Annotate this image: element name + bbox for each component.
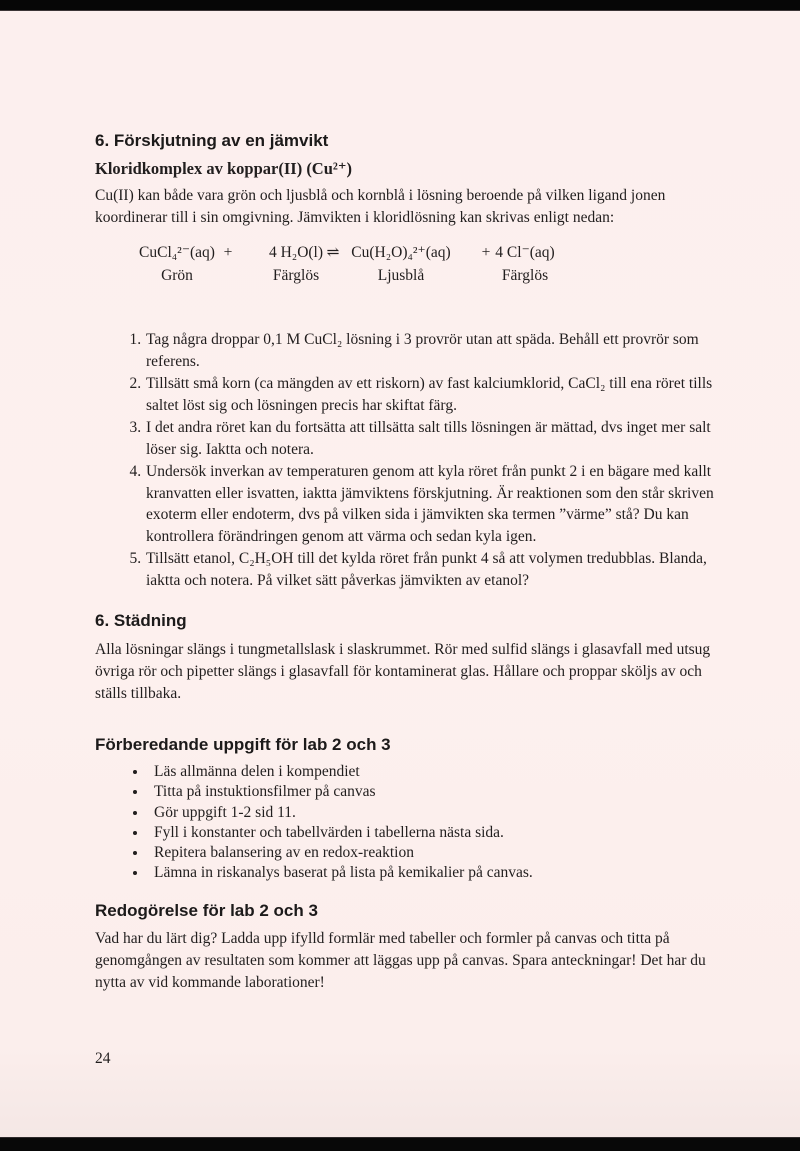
equation-formula: CuCl₄²⁻(aq) [139,244,215,261]
bottom-black-border [0,1137,800,1151]
plus-operator: + [223,244,233,261]
procedure-step-list [95,329,715,591]
chemical-equation [95,243,715,291]
preparation-item: • Läs allmänna delen i kompendiet [148,762,715,782]
procedure-step: 3. I det andra röret kan du fortsätta att tillsätta salt tills lösningen är mättad, dvs inget mer salt löser sig. Iaktta och notera. [145,417,715,460]
subheading-chloride-complex: Kloridkomplex av koppar(II) (Cu²⁺) [95,159,353,178]
preparation-item: • Lämna in riskanalys baserat på lista på kemikalier på canvas. [148,863,715,883]
preparation-item: • Titta på instuktionsfilmer på canvas [148,782,715,802]
equation-color-label: Färglös [272,267,320,284]
equation-product-2 [493,243,557,286]
section-heading-preparation: Förberedande uppgift för lab 2 och 3 [95,735,391,754]
section-heading-cleaning: 6. Städning [95,611,187,630]
preparation-bullet-list [95,762,715,884]
preparation-item: • Gör uppgift 1-2 sid 11. [148,803,715,823]
equation-product-1 [349,243,453,286]
equation-color-label: Ljusblå [377,267,425,284]
section-heading-equilibrium: 6. Förskjutning av en jämvikt [95,131,329,150]
equation-reactant-2 [261,243,331,286]
equation-formula: Cu(H₂O)₄²⁺(aq) [351,244,451,261]
cleaning-paragraph: Alla lösningar slängs i tungmetallslask i slaskrummet. Rör med sulfid slängs i glasavfall med utsug övriga rör och pipetter slängs i glasavfall för kontaminerat glas. Hållare och proppar sköljs av och ställs tillbaka. [95,641,711,702]
preparation-item: • Repitera balansering av en redox-reaktion [148,843,715,863]
equation-color-label: Grön [161,267,193,284]
equilibrium-arrow-icon: ⇌ [326,244,340,261]
document-page [0,11,800,1137]
equation-formula: 4 H₂O(l) [268,244,324,261]
equation-reactant-1 [137,243,217,286]
page-content [0,11,800,1068]
top-black-border [0,0,800,11]
report-paragraph: Vad har du lärt dig? Ladda upp ifylld formlär med tabeller och formler på canvas och titta på genomgången av resultaten som kommer att läggas upp på canvas. Spara anteckningar! Det har du nytta av vid kommande laborationer! [95,929,706,991]
equation-formula: 4 Cl⁻(aq) [495,244,555,261]
procedure-step: 1. Tag några droppar 0,1 M CuCl₂ lösning i 3 provrör utan att späda. Behåll ett provrör som referens. [145,329,715,372]
procedure-step: 4. Undersök inverkan av temperaturen genom att kyla röret från punkt 2 i en bägare med kallt kranvatten eller isvatten, iaktta jämviktens förskjutning. Är reaktionen som den står skriven exoterm eller endoterm, dvs på vilken sida i jämvikten ska termen ”värme” stå? Du kan kontrollera förändringen genom att värma och sedan kyla igen. [145,461,715,547]
procedure-step: 5. Tillsätt etanol, C₂H₅OH till det kylda röret från punkt 4 så att volymen tredubblas. Blanda, iaktta och notera. På vilket sätt påverkas jämvikten av etanol? [145,548,715,591]
plus-operator: + [481,244,491,261]
procedure-step: 2. Tillsätt små korn (ca mängden av ett riskorn) av fast kalciumklorid, CaCl₂ till ena röret tills saltet löst sig och lösningen precis har skiftat färg. [145,373,715,416]
section-heading-report: Redogörelse för lab 2 och 3 [95,900,318,920]
equation-color-label: Färglös [501,267,549,284]
equilibrium-intro-paragraph: Cu(II) kan både vara grön och ljusblå och kornblå i lösning beroende på vilken ligand jonen koordinerar till i sin omgivning. Jämvikten i kloridlösning kan skrivas enligt nedan: [95,187,666,226]
page-number: 24 [95,1049,111,1067]
preparation-item: • Fyll i konstanter och tabellvärden i tabellerna nästa sida. [148,823,715,843]
